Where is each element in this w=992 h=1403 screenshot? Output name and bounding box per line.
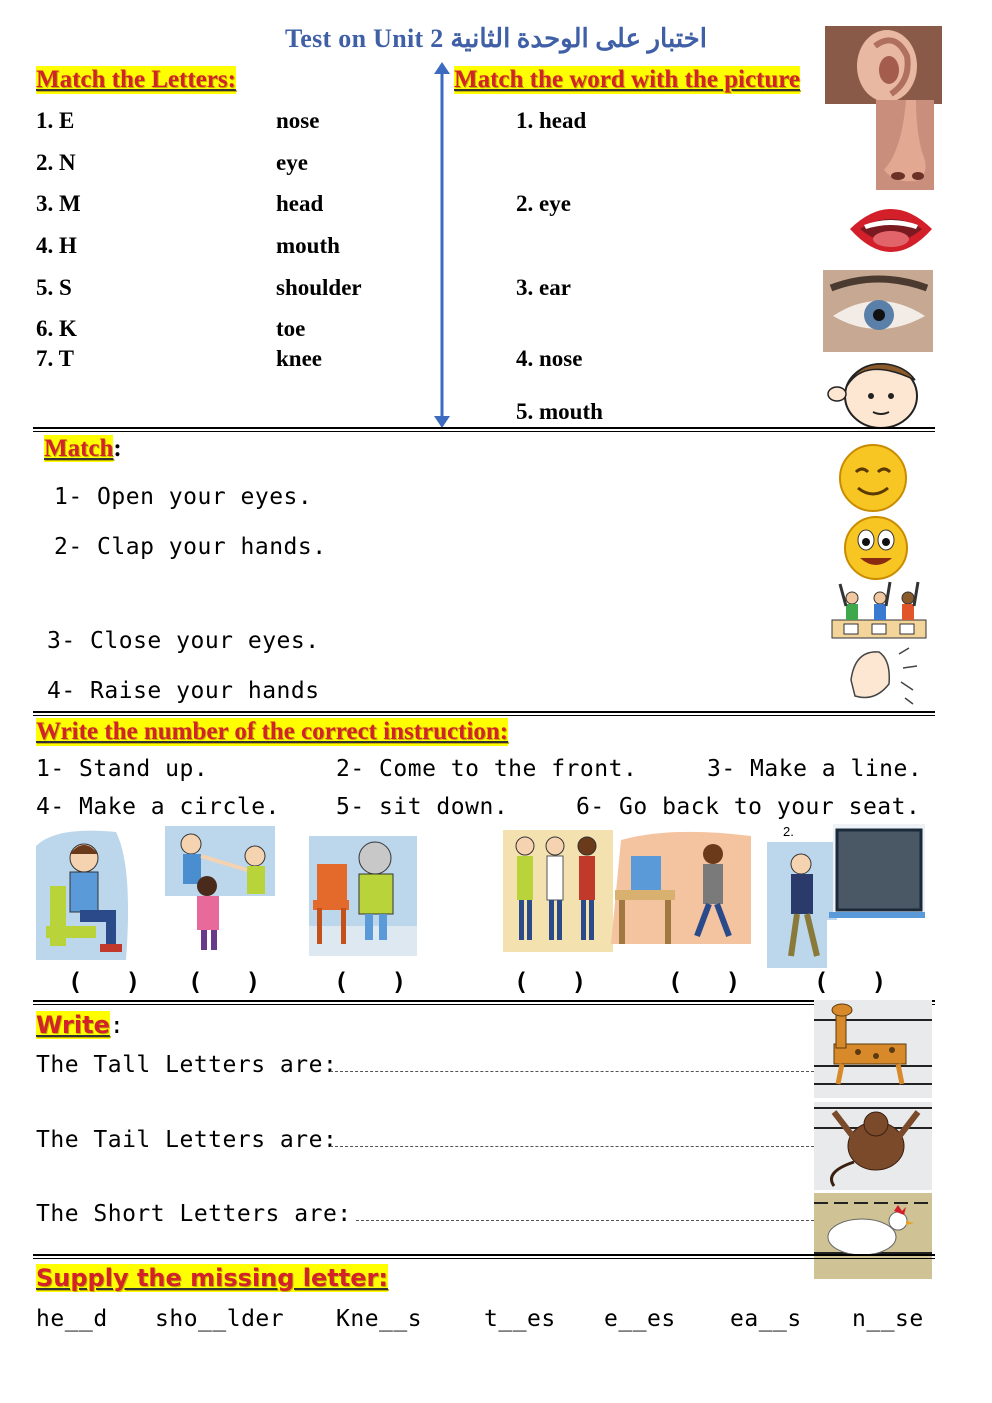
missing-letter-word: he__d — [36, 1306, 108, 1332]
match-heading — [44, 435, 122, 463]
write-heading-text: Write — [36, 1011, 110, 1039]
page-title: Test on Unit 2 اختبار على الوحدة الثانية — [285, 24, 707, 53]
answer-blank[interactable]: ( ) — [334, 968, 407, 996]
circle-kids-picture — [165, 826, 275, 956]
word-item: shoulder — [276, 275, 362, 300]
hen-picture — [814, 1193, 932, 1279]
word-item: nose — [276, 108, 320, 133]
missing-letter-word: Kne__s — [336, 1306, 423, 1332]
raise-hands-picture — [830, 576, 928, 642]
short-letters-answer-line[interactable] — [356, 1220, 814, 1221]
double-arrow-divider — [430, 62, 454, 428]
answer-blank[interactable]: ( ) — [814, 968, 887, 996]
picture-word-item: 2. eye — [516, 191, 571, 216]
word-item: knee — [276, 346, 322, 371]
instruction-item: 4- Raise your hands — [47, 678, 320, 704]
word-item: toe — [276, 316, 306, 341]
mouth-picture — [846, 193, 936, 269]
letter-item: 4. H — [36, 233, 77, 258]
missing-letter-word: n__se — [852, 1306, 924, 1332]
giraffe-picture — [814, 1000, 932, 1098]
write-heading-colon: : — [109, 1013, 125, 1039]
open-eyes-smiley-picture — [836, 512, 916, 580]
section-divider — [33, 427, 935, 432]
head-picture — [825, 356, 927, 430]
line-kids-picture — [503, 830, 613, 952]
missing-letter-word: sho__lder — [155, 1306, 285, 1332]
word-item: eye — [276, 150, 308, 175]
missing-letter-word: e__es — [604, 1306, 676, 1332]
go-to-seat-picture — [611, 826, 755, 948]
match-picture-heading: Match the word with the picture — [454, 66, 801, 93]
answer-blank[interactable]: ( ) — [514, 968, 587, 996]
match-heading-colon: : — [113, 435, 122, 462]
instruction-item: 1- Open your eyes. — [54, 484, 313, 510]
eye-picture — [823, 270, 933, 352]
front-board-picture — [767, 824, 925, 968]
short-letters-label: The Short Letters are: — [36, 1201, 352, 1227]
instruction-option: 6- Go back to your seat. — [576, 794, 921, 820]
letter-item: 3. M — [36, 191, 81, 216]
sitting-boy-picture — [36, 826, 133, 960]
nose-picture — [876, 100, 934, 190]
instruction-item: 3- Close your eyes. — [47, 628, 320, 654]
tall-letters-answer-line[interactable] — [330, 1071, 814, 1072]
instruction-item: 2- Clap your hands. — [54, 534, 327, 560]
picture-word-item: 1. head — [516, 108, 587, 133]
tall-letters-label: The Tall Letters are: — [36, 1052, 338, 1078]
closed-eyes-smiley-picture — [836, 440, 910, 514]
tail-letters-answer-line[interactable] — [330, 1146, 814, 1147]
write-number-heading: Write the number of the correct instruction: — [36, 718, 509, 745]
answer-blank[interactable]: ( ) — [668, 968, 741, 996]
instruction-option: 2- Come to the front. — [336, 756, 638, 782]
missing-letter-word: t__es — [484, 1306, 556, 1332]
instruction-option: 5- sit down. — [336, 794, 509, 820]
answer-blank[interactable]: ( ) — [188, 968, 261, 996]
letter-item: 6. K — [36, 316, 77, 341]
standing-bear-picture — [309, 836, 417, 956]
monkey-picture — [814, 1102, 932, 1190]
answer-blank[interactable]: ( ) — [68, 968, 141, 996]
section-divider — [33, 1254, 935, 1259]
board-number-label: 2. — [783, 824, 794, 839]
word-item: mouth — [276, 233, 340, 258]
letter-item: 1. E — [36, 108, 75, 133]
word-item: head — [276, 191, 324, 216]
instruction-option: 1- Stand up. — [36, 756, 209, 782]
write-heading — [36, 1011, 124, 1039]
picture-word-item: 3. ear — [516, 275, 571, 300]
picture-word-item: 4. nose — [516, 346, 583, 371]
ear-picture — [825, 26, 942, 104]
letter-item: 5. S — [36, 275, 72, 300]
instruction-option: 3- Make a line. — [707, 756, 923, 782]
supply-letter-heading: Supply the missing letter: — [36, 1264, 388, 1292]
match-heading-text: Match — [44, 435, 114, 462]
picture-word-item: 5. mouth — [516, 399, 603, 424]
letter-item: 2. N — [36, 150, 76, 175]
match-letters-heading: Match the Letters: — [36, 66, 236, 93]
letter-item: 7. T — [36, 346, 74, 371]
section-divider — [33, 711, 935, 716]
clap-hands-picture — [845, 640, 925, 706]
missing-letter-word: ea__s — [730, 1306, 802, 1332]
tail-letters-label: The Tail Letters are: — [36, 1127, 338, 1153]
instruction-option: 4- Make a circle. — [36, 794, 280, 820]
section-divider — [33, 1000, 935, 1005]
